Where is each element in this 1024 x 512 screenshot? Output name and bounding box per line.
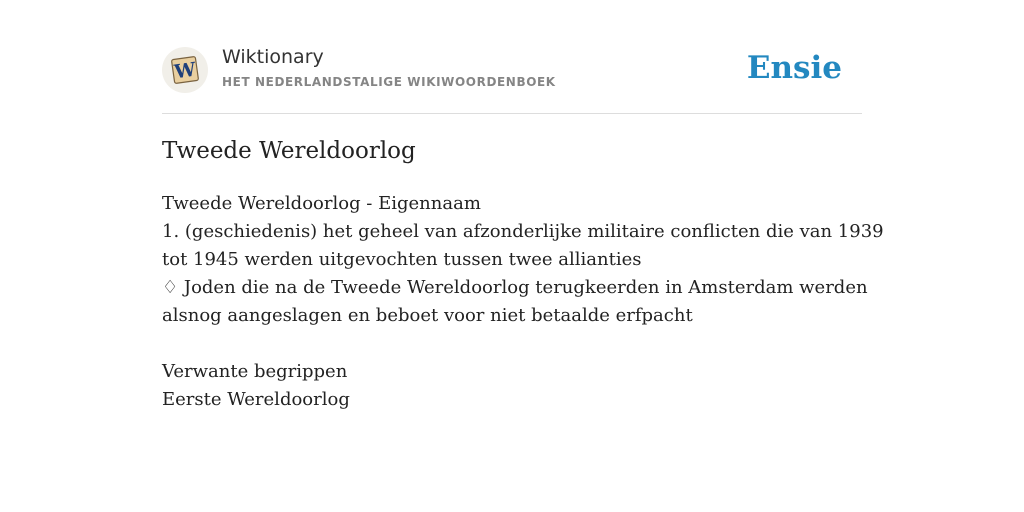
site-title[interactable]: Wiktionary [222,46,324,68]
headword-line: Tweede Wereldoorlog - Eigennaam [162,193,481,214]
definition-line: tot 1945 werden uitgevochten tussen twee allianties [162,249,642,270]
related-heading: Verwante begrippen [162,361,348,382]
wiktionary-logo-icon[interactable] [162,47,208,93]
site-header [162,46,862,96]
wiktionary-tile-icon [165,50,205,90]
example-line: ♢ Joden die na de Tweede Wereldoorlog terugkeerden in Amsterdam werden [162,277,868,298]
example-line: alsnog aangeslagen en beboet voor niet betaalde erfpacht [162,305,693,326]
related-item[interactable]: Eerste Wereldoorlog [162,389,350,410]
ensie-brand-link[interactable]: Ensie [746,50,842,86]
site-subtitle: HET NEDERLANDSTALIGE WIKIWOORDENBOEK [222,75,556,89]
spacer [162,330,862,358]
header-divider [162,113,862,114]
entry-body [162,190,884,414]
definition-line: 1. (geschiedenis) het geheel van afzonderlijke militaire conflicten die van 1939 [162,221,884,242]
page-title: Tweede Wereldoorlog [162,138,416,164]
logo-letter: W [173,58,198,84]
